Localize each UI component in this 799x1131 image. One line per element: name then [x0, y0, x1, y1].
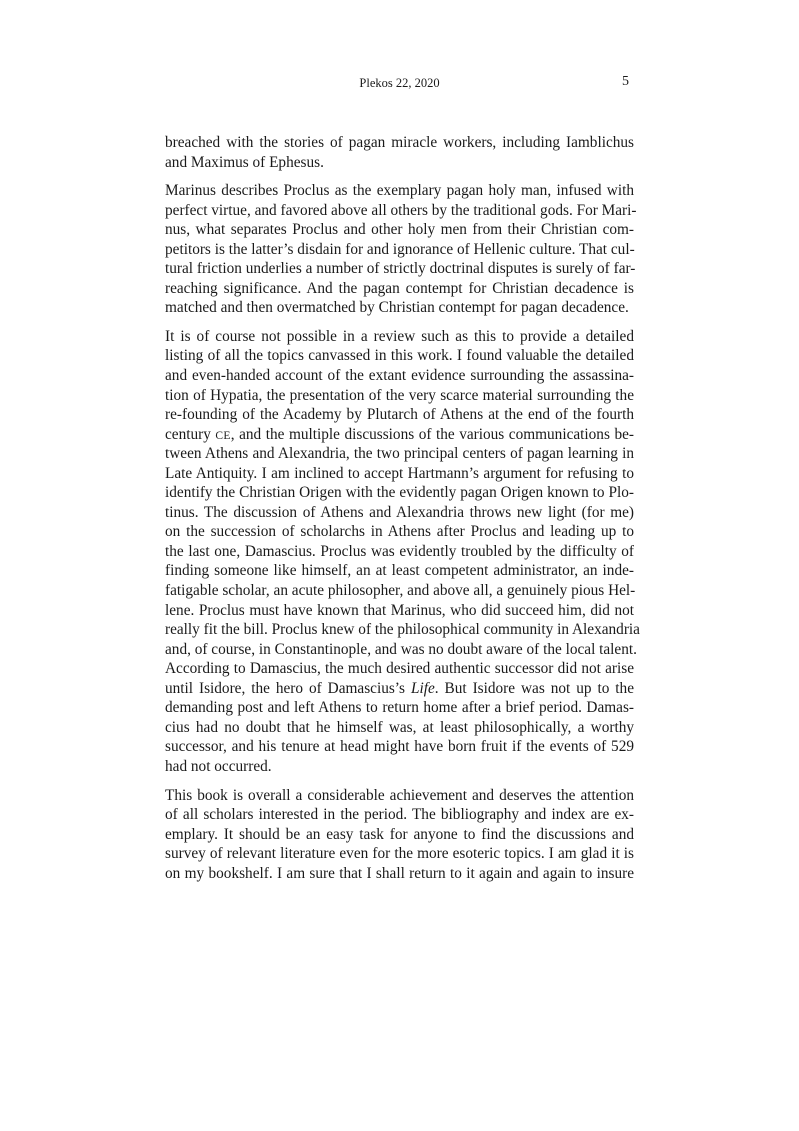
- text-line: [165, 259, 634, 279]
- text-line: [165, 298, 634, 318]
- text-line: [165, 366, 634, 386]
- line-text: century: [165, 425, 216, 443]
- text-line: [165, 279, 634, 299]
- text-line: [165, 698, 634, 718]
- text-line: [165, 805, 634, 825]
- line-text: This book is overall a considerable achievement and deserves the attention: [165, 786, 634, 804]
- review-body: [165, 133, 640, 892]
- text-line: [165, 240, 634, 260]
- line-text: fatigable scholar, an acute philosopher, and above all, a genuinely pious Hel-: [165, 582, 636, 600]
- text-line: [165, 327, 634, 347]
- text-line: [165, 640, 637, 660]
- line-text: According to Damascius, the much desired authentic successor did not arise: [165, 660, 634, 678]
- line-text: survey of relevant literature even for the more esoteric topics. I am glad it is: [165, 845, 634, 863]
- line-text: and, of course, in Constantinople, and was no doubt aware of the local talent.: [165, 640, 637, 658]
- text-line: [165, 757, 634, 777]
- line-text: identify the Christian Origen with the evidently pagan Origen known to Plo-: [165, 484, 634, 502]
- line-text: tween Athens and Alexandria, the two principal centers of pagan learning in: [165, 445, 634, 463]
- text-line: [165, 405, 634, 425]
- text-line: [165, 542, 634, 562]
- line-text: lene. Proclus must have known that Marinus, who did succeed him, did not: [165, 601, 634, 619]
- text-line: [165, 220, 634, 240]
- text-line: [165, 718, 634, 738]
- line-text: finding someone like himself, an at least competent administrator, an inde-: [165, 562, 634, 580]
- page-number: 5: [622, 74, 629, 89]
- line-text: Late Antiquity. I am inclined to accept Hartmann’s argument for refusing to: [165, 464, 634, 482]
- line-text: re-founding of the Academy by Plutarch of Athens at the end of the fourth: [165, 406, 634, 424]
- text-line: [165, 386, 634, 406]
- line-text: breached with the stories of pagan miracle workers, including Iamblichus: [165, 134, 634, 151]
- paragraph: [165, 133, 634, 172]
- line-text: perfect virtue, and favored above all others by the traditional gods. For Mari-: [165, 201, 637, 219]
- line-text: tinus. The discussion of Athens and Alexandria throws new light (for me): [165, 503, 634, 521]
- line-text: Marinus describes Proclus as the exemplary pagan holy man, infused with: [165, 182, 634, 200]
- line-text: and even-handed account of the extant evidence surrounding the assassina-: [165, 367, 634, 385]
- line-text: of all scholars interested in the period. The bibliography and index are ex-: [165, 806, 634, 824]
- line-text: on the succession of scholarchs in Athens after Proclus and leading up to: [165, 523, 634, 541]
- line-text: successor, and his tenure at head might have born fruit if the events of 529: [165, 738, 634, 756]
- text-line: [165, 786, 634, 806]
- line-text: listing of all the topics canvassed in this work. I found valuable the detailed: [165, 347, 634, 365]
- text-line: [165, 444, 634, 464]
- text-line: [165, 464, 634, 484]
- text-line: [165, 153, 634, 173]
- line-text: tural friction underlies a number of strictly doctrinal disputes is surely of far-: [165, 260, 636, 278]
- text-line: [165, 503, 634, 523]
- text-line: [165, 346, 634, 366]
- line-text: demanding post and left Athens to return home after a brief period. Damas-: [165, 699, 634, 717]
- line-text: nus, what separates Proclus and other holy men from their Christian com-: [165, 221, 634, 239]
- text-line: [165, 659, 634, 679]
- text-line: [165, 425, 634, 445]
- text-line: [165, 181, 634, 201]
- text-line: [165, 825, 634, 845]
- line-text: really fit the bill. Proclus knew of the philosophical community in Alexandria: [165, 621, 640, 639]
- line-text: reaching significance. And the pagan contempt for Christian decadence is: [165, 279, 634, 297]
- text-line: [165, 581, 634, 601]
- line-text: tion of Hypatia, the presentation of the very scarce material surrounding the: [165, 386, 634, 404]
- text-line: [165, 679, 634, 699]
- text-line: [165, 864, 634, 884]
- text-line: [165, 561, 634, 581]
- line-text: matched and then overmatched by Christian contempt for pagan decadence.: [165, 299, 629, 317]
- line-text: , and the multiple discussions of the various communications be-: [230, 425, 634, 443]
- text-line: [165, 620, 640, 640]
- page-header: [0, 74, 799, 94]
- paragraph: [165, 327, 640, 777]
- line-text: and Maximus of Ephesus.: [165, 153, 324, 171]
- paragraph: [165, 181, 637, 318]
- line-text: cius had no doubt that he himself was, at least philosophically, a worthy: [165, 718, 634, 736]
- small-caps-text: CE: [215, 429, 231, 442]
- line-text: It is of course not possible in a review such as this to provide a detailed: [165, 327, 634, 345]
- text-line: [165, 201, 637, 221]
- line-text: emplary. It should be an easy task for anyone to find the discussions and: [165, 825, 634, 843]
- line-text: until Isidore, the hero of Damascius’s: [165, 679, 411, 697]
- line-text: on my bookshelf. I am sure that I shall return to it again and again to insure: [165, 864, 634, 882]
- paragraph: [165, 786, 634, 884]
- text-line: [165, 522, 634, 542]
- line-text: . But Isidore was not up to the: [434, 679, 634, 697]
- line-text: petitors is the latter’s disdain for and ignorance of Hellenic culture. That cul-: [165, 240, 635, 258]
- italic-title: Life: [410, 679, 435, 697]
- text-line: [165, 133, 634, 153]
- running-title: Plekos 22, 2020: [359, 76, 440, 90]
- text-line: [165, 601, 634, 621]
- text-line: [165, 737, 634, 757]
- text-line: [165, 483, 634, 503]
- line-text: the last one, Damascius. Proclus was evidently troubled by the difficulty of: [165, 542, 634, 560]
- text-line: [165, 844, 634, 864]
- line-text: had not occurred.: [165, 757, 272, 775]
